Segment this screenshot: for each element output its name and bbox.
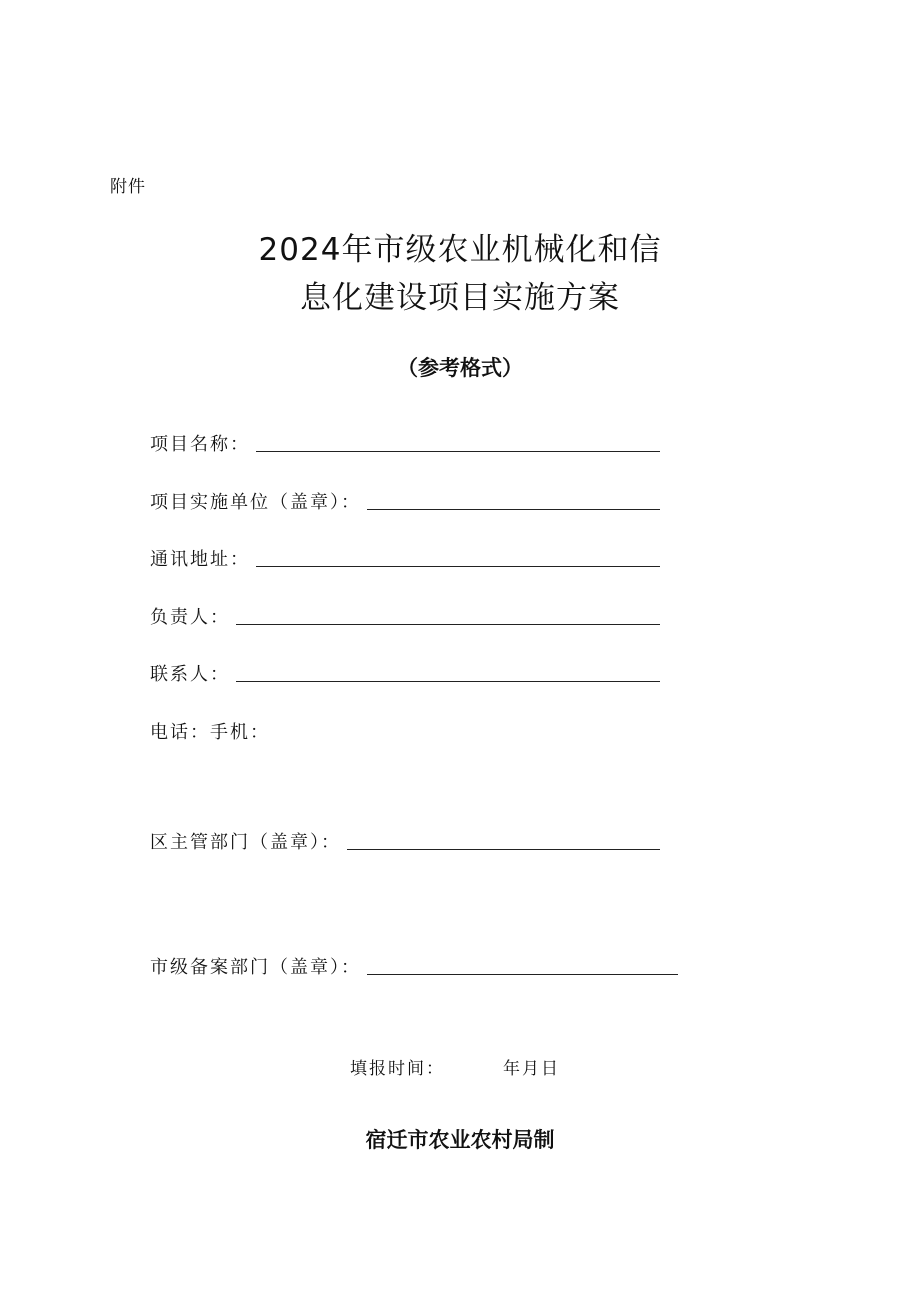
address-field	[150, 545, 660, 571]
project-name-field	[150, 430, 660, 456]
responsible-person-blank-line	[236, 624, 660, 625]
document-title-line-1: 2024年市级农业机械化和信	[258, 232, 662, 268]
city-department-label: 市级备案部门（盖章）：	[150, 957, 361, 978]
project-name-label: 项目名称：	[150, 434, 250, 455]
contact-person-field	[150, 660, 660, 686]
project-name-blank-line	[256, 451, 660, 452]
contact-person-label: 联系人：	[150, 664, 230, 685]
document-title-line-2: 息化建设项目实施方案	[300, 280, 620, 316]
document-subtitle: （参考格式）	[397, 356, 523, 380]
city-department-blank-line	[367, 974, 678, 975]
district-department-field	[150, 828, 660, 854]
issuer-label: 宿迁市农业农村局制	[365, 1128, 555, 1152]
fill-date-units: 年月日	[503, 1059, 560, 1079]
fill-date-label: 填报时间：	[350, 1059, 445, 1079]
fill-date-row	[350, 1054, 560, 1079]
address-label: 通讯地址：	[150, 549, 250, 570]
address-blank-line	[256, 566, 660, 567]
implementing-unit-blank-line	[367, 509, 660, 510]
district-department-label: 区主管部门（盖章）：	[150, 832, 341, 853]
mobile-label: 手机：	[210, 722, 270, 743]
phone-row	[150, 718, 270, 744]
attachment-label: 附件	[110, 177, 146, 197]
implementing-unit-field	[150, 488, 660, 514]
contact-person-blank-line	[236, 681, 660, 682]
district-department-blank-line	[347, 849, 660, 850]
responsible-person-label: 负责人：	[150, 607, 230, 628]
implementing-unit-label: 项目实施单位（盖章）：	[150, 492, 361, 513]
phone-label: 电话：	[150, 722, 210, 743]
responsible-person-field	[150, 603, 660, 629]
city-department-field	[150, 953, 678, 979]
